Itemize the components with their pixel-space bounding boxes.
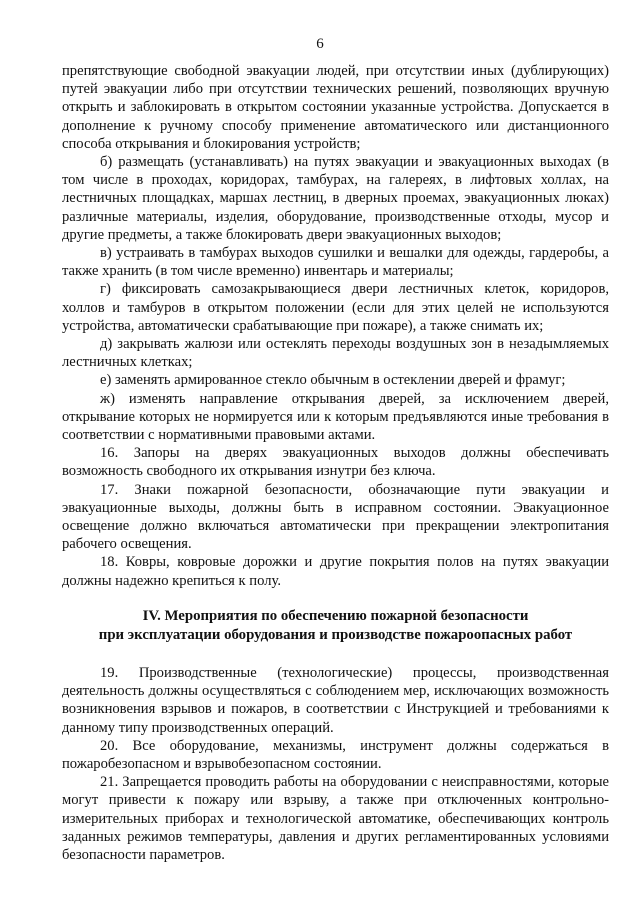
document-body bbox=[62, 62, 609, 864]
paragraph-zh: ж) изменять направление открывания дверей, за исключением дверей, открывание которых не нормируется или к которым предъявляются иные требования в соответствии с нормативными правовыми актами. bbox=[62, 390, 609, 444]
section-heading bbox=[62, 607, 609, 645]
paragraph-19: 19. Производственные (технологические) процессы, производственная деятельность должны осуществляться с соблюдением мер, исключающих возможность возникновения взрывов и пожаров, в соответствии с Инструкцией и требованиями к данному типу производственных операций. bbox=[62, 664, 609, 736]
paragraph-18: 18. Ковры, ковровые дорожки и другие покрытия полов на путях эвакуации должны надежно крепиться к полу. bbox=[62, 554, 609, 589]
paragraph-e: е) заменять армированное стекло обычным в остеклении дверей и фрамуг; bbox=[100, 372, 566, 389]
section-heading-line-1: IV. Мероприятия по обеспечению пожарной безопасности bbox=[142, 607, 529, 624]
paragraph-b: б) размещать (устанавливать) на путях эвакуации и эвакуационных выходах (в том числе в проходах, коридорах, тамбурах, на галереях, в лифтовых холлах, на лестничных площадках, маршах лестниц, в дверных проемах, эвакуационных люках) различные материалы, изделия, оборудование, производственные отходы, мусор и другие предметы, а также блокировать двери эвакуационных выходов; bbox=[62, 154, 609, 243]
paragraph-20: 20. Все оборудование, механизмы, инструмент должны содержаться в пожаробезопасном и взрывобезопасном состоянии. bbox=[62, 737, 609, 772]
paragraph-continuation: препятствующие свободной эвакуации людей, при отсутствии иных (дублирующих) путей эвакуации либо при отсутствии технических решений, позволяющих вручную открыть и заблокировать в открытом состоянии указанные устройства. Допускается в дополнение к ручному способу применение автоматического или дистанционного способа открывания и блокирования устройств; bbox=[62, 63, 609, 152]
paragraph-d: д) закрывать жалюзи или остеклять переходы воздушных зон в незадымляемых лестничных клетках; bbox=[62, 336, 609, 371]
paragraph-17: 17. Знаки пожарной безопасности, обозначающие пути эвакуации и эвакуационные выходы, должны быть в исправном состоянии. Эвакуационное освещение должно включаться автоматически при прекращении электропитания рабочего освещения. bbox=[62, 481, 609, 553]
paragraph-g: г) фиксировать самозакрывающиеся двери лестничных клеток, коридоров, холлов и тамбуров в открытом положении (если для этих целей не используются устройства, автоматически срабатывающие при пожаре), а также снимать их; bbox=[62, 281, 609, 334]
page-number: 6 bbox=[316, 36, 324, 52]
paragraph-16: 16. Запоры на дверях эвакуационных выходов должны обеспечивать возможность свободного их открывания изнутри без ключа. bbox=[62, 445, 609, 480]
paragraph-v: в) устраивать в тамбурах выходов сушилки и вешалки для одежды, гардеробы, а также хранить (в том числе временно) инвентарь и материалы; bbox=[62, 245, 609, 280]
section-heading-line-2: при эксплуатации оборудования и производстве пожароопасных работ bbox=[98, 626, 573, 643]
paragraph-21: 21. Запрещается проводить работы на оборудовании с неисправностями, которые могут привести к пожару или взрыву, а также при отключенных контрольно-измерительных приборах и технологической автоматике, обеспечивающих контроль заданных режимов температуры, давления и других регламентированных условиями безопасности параметров. bbox=[62, 774, 609, 863]
